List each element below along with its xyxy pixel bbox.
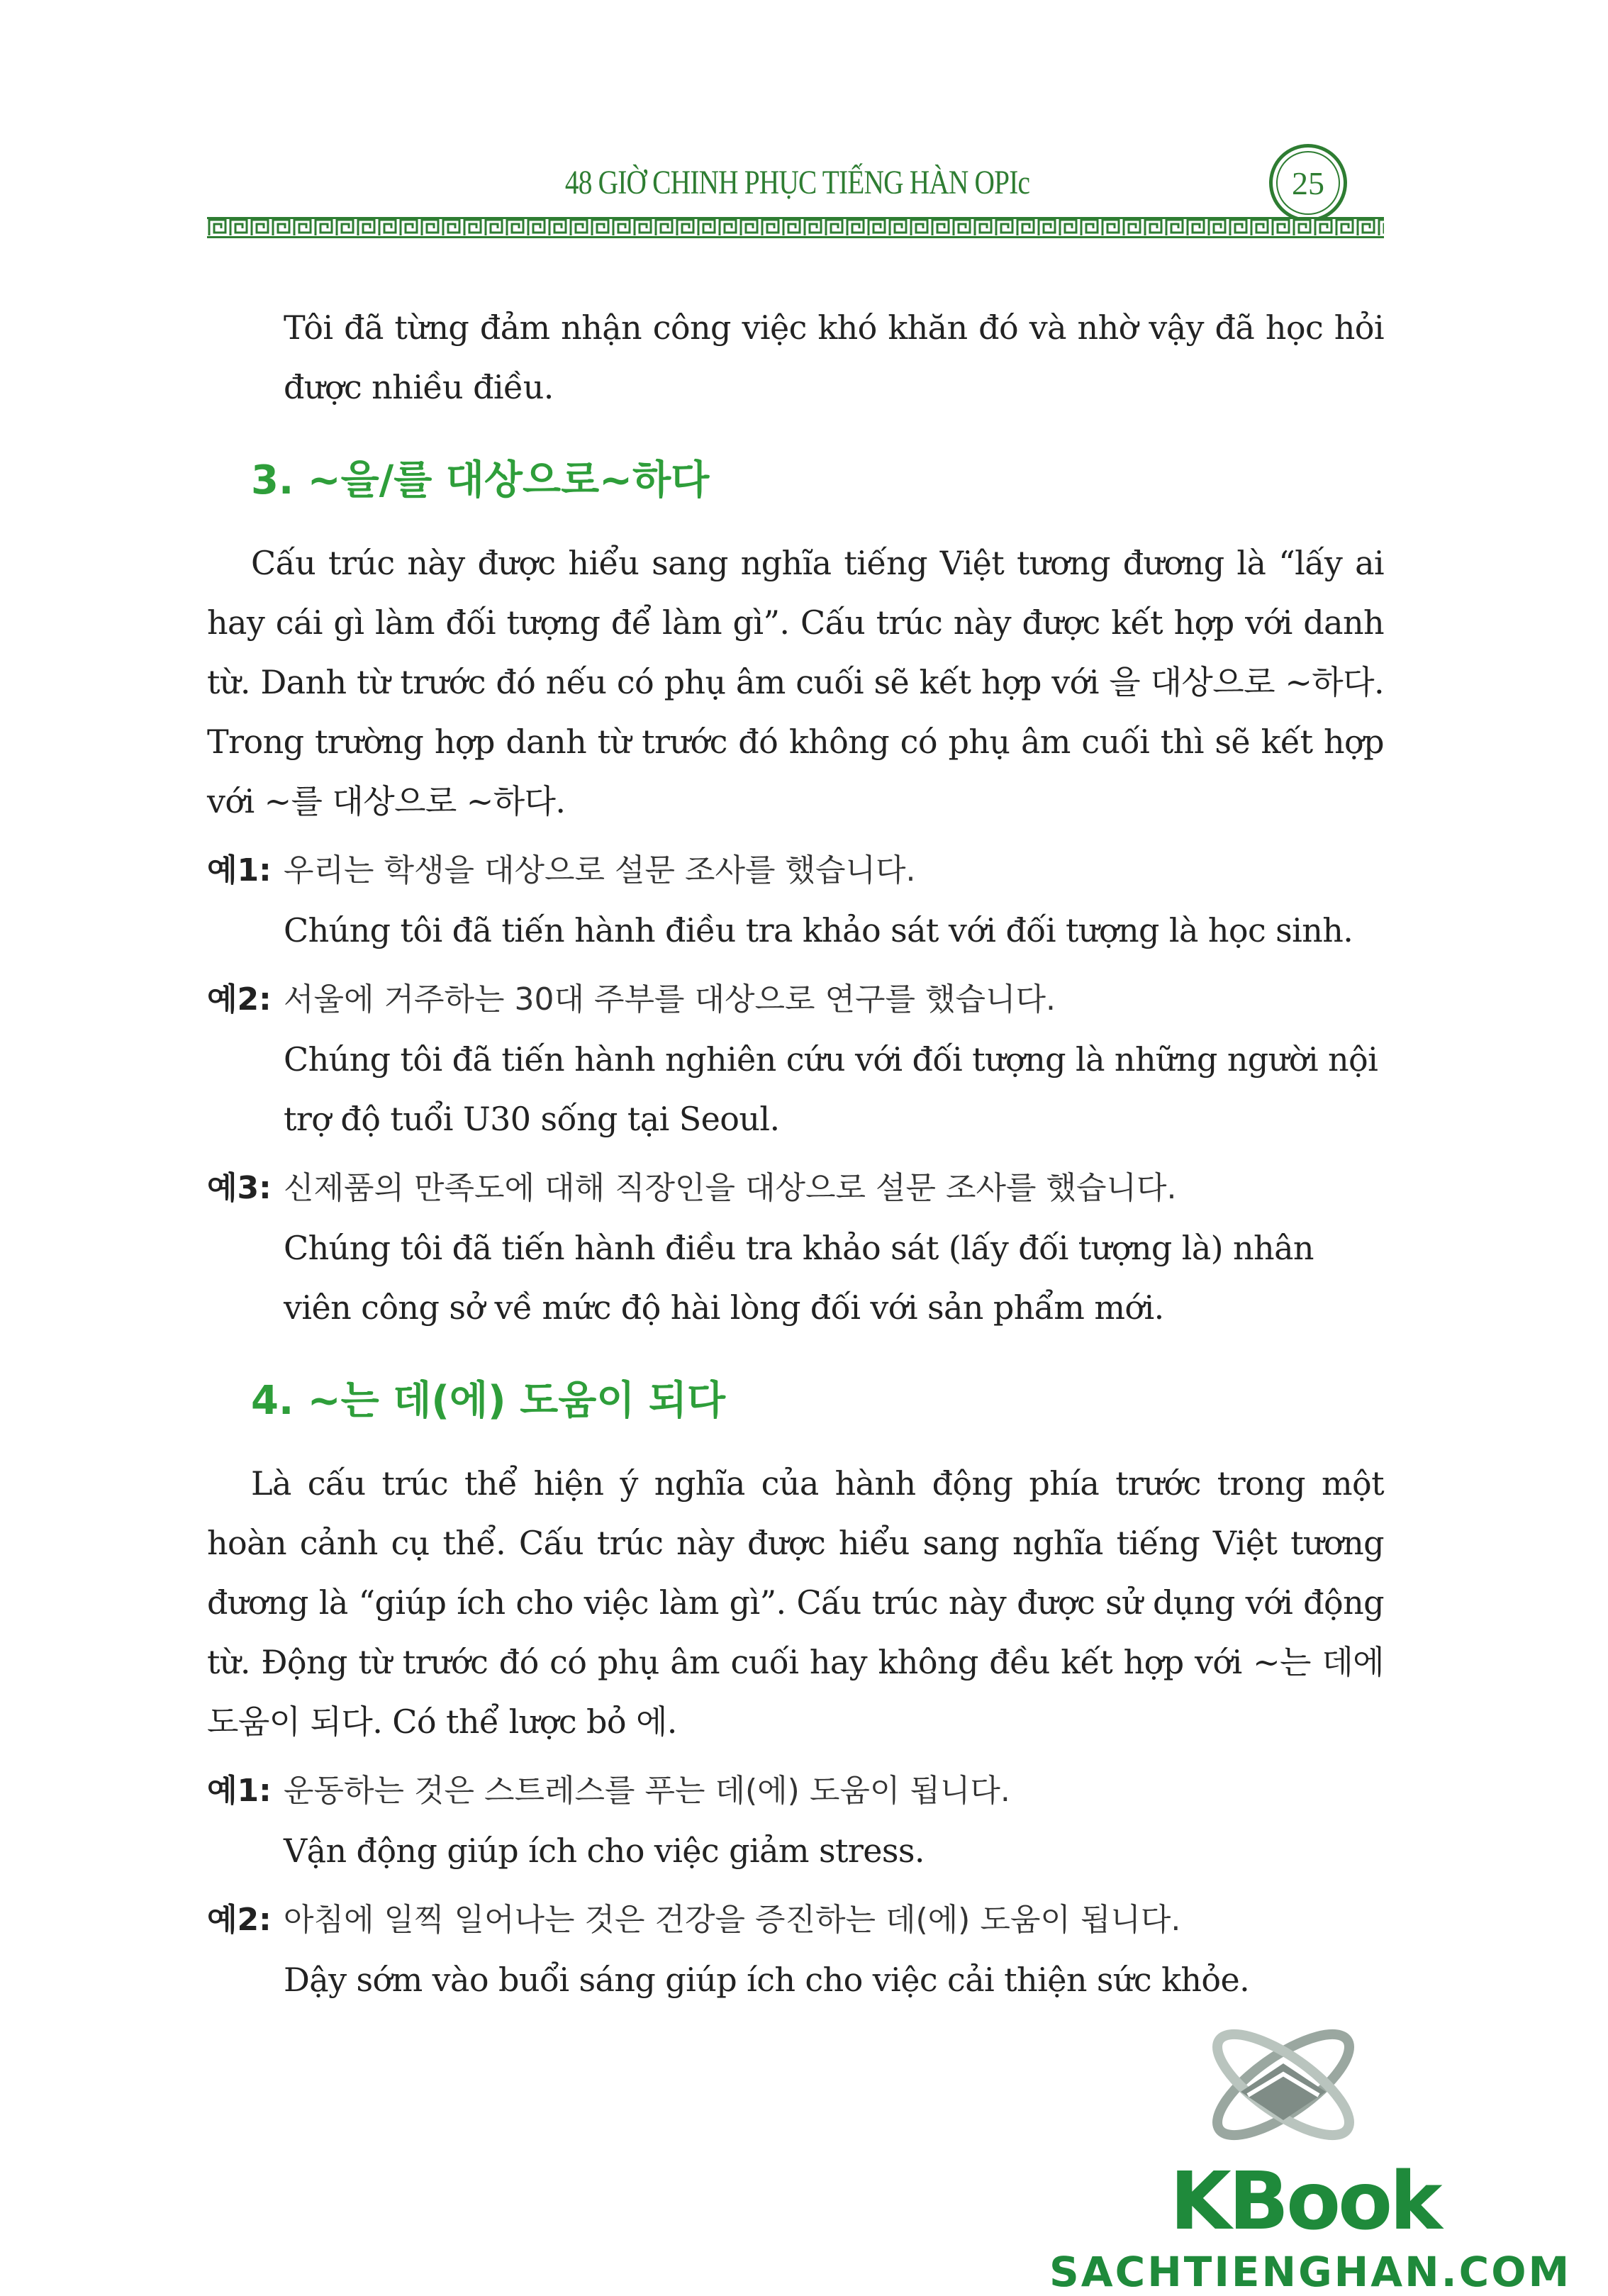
section-3-paragraph: Cấu trúc này được hiểu sang nghĩa tiếng Việt tương đương là “lấy ai hay cái gì làm đối tượng để làm gì”. Cấu trúc này được kết hợp với danh từ. Danh từ trước đó nếu có phụ âm cuối sẽ kết hợp với 을 대상으로 ~하다. Trong trường hợp danh từ trước đó không có phụ âm cuối thì sẽ kết hợp với ~를 대상으로 ~하다. (207, 544, 1384, 820)
example-vietnamese: Dậy sớm vào buổi sáng giúp ích cho việc cải thiện sức khỏe. (284, 1961, 1250, 1999)
example-korean: 아침에 일찍 일어나는 것은 건강을 증진하는 데(에) 도움이 됩니다. (284, 1902, 1181, 1938)
example-item (207, 841, 1384, 960)
example-korean: 서울에 거주하는 30대 주부를 대상으로 연구를 했습니다. (284, 981, 1056, 1018)
site-url: SACHTIENGHAN.COM (1049, 2248, 1572, 2296)
greek-key-border (207, 217, 1384, 238)
kbook-watermark (1049, 2007, 1608, 2295)
example-vietnamese: Chúng tôi đã tiến hành điều tra khảo sát với đối tượng là học sinh. (284, 911, 1353, 949)
example-vietnamese: Chúng tôi đã tiến hành điều tra khảo sát (lấy đối tượng là) nhân viên công sở về mức độ hài lòng đối với sản phẩm mới. (284, 1229, 1314, 1327)
example-label: 예2: (207, 981, 272, 1018)
intro-continuation: Tôi đã từng đảm nhận công việc khó khăn đó và nhờ vậy đã học hỏi được nhiều điều. (284, 308, 1384, 406)
example-label: 예3: (207, 1170, 272, 1206)
running-title: 48 GIỜ CHINH PHỤC TIẾNG HÀN OPIc (565, 163, 1030, 201)
section-4-heading: 4. ~는 데(에) 도움이 되다 (251, 1378, 726, 1424)
book-atom-icon (1191, 2007, 1375, 2177)
example-item (207, 1159, 1384, 1337)
page-number: 25 (1276, 151, 1340, 215)
example-label: 예1: (207, 1773, 272, 1809)
example-item (207, 1890, 1384, 2010)
example-vietnamese: Vận động giúp ích cho việc giảm stress. (284, 1832, 925, 1870)
header-title-row (496, 157, 1099, 207)
section-4-paragraph: Là cấu trúc thể hiện ý nghĩa của hành động phía trước trong một hoàn cảnh cụ thể. Cấu trúc này được hiểu sang nghĩa tiếng Việt tương đương là “giúp ích cho việc làm gì”. Cấu trúc này được sử dụng với động từ. Động từ trước đó có phụ âm cuối hay không đều kết hợp với ~는 데에 도움이 되다. Có thể lược bỏ 에. (207, 1464, 1384, 1741)
example-korean: 운동하는 것은 스트레스를 푸는 데(에) 도움이 됩니다. (284, 1773, 1010, 1809)
page-header (0, 0, 1608, 255)
page-number-badge (1269, 144, 1347, 222)
example-item (207, 970, 1384, 1149)
example-korean: 우리는 학생을 대상으로 설문 조사를 했습니다. (284, 852, 916, 888)
example-label: 예1: (207, 852, 272, 888)
kbook-brand: KBook (1170, 2156, 1440, 2248)
example-korean: 신제품의 만족도에 대해 직장인을 대상으로 설문 조사를 했습니다. (284, 1170, 1177, 1206)
example-label: 예2: (207, 1902, 272, 1938)
section-3-heading: 3. ~을/를 대상으로~하다 (251, 457, 710, 503)
example-vietnamese: Chúng tôi đã tiến hành nghiên cứu với đối tượng là những người nội trợ độ tuổi U30 sống tại Seoul. (284, 1040, 1378, 1138)
example-item (207, 1761, 1384, 1880)
page-body (207, 298, 1384, 2010)
